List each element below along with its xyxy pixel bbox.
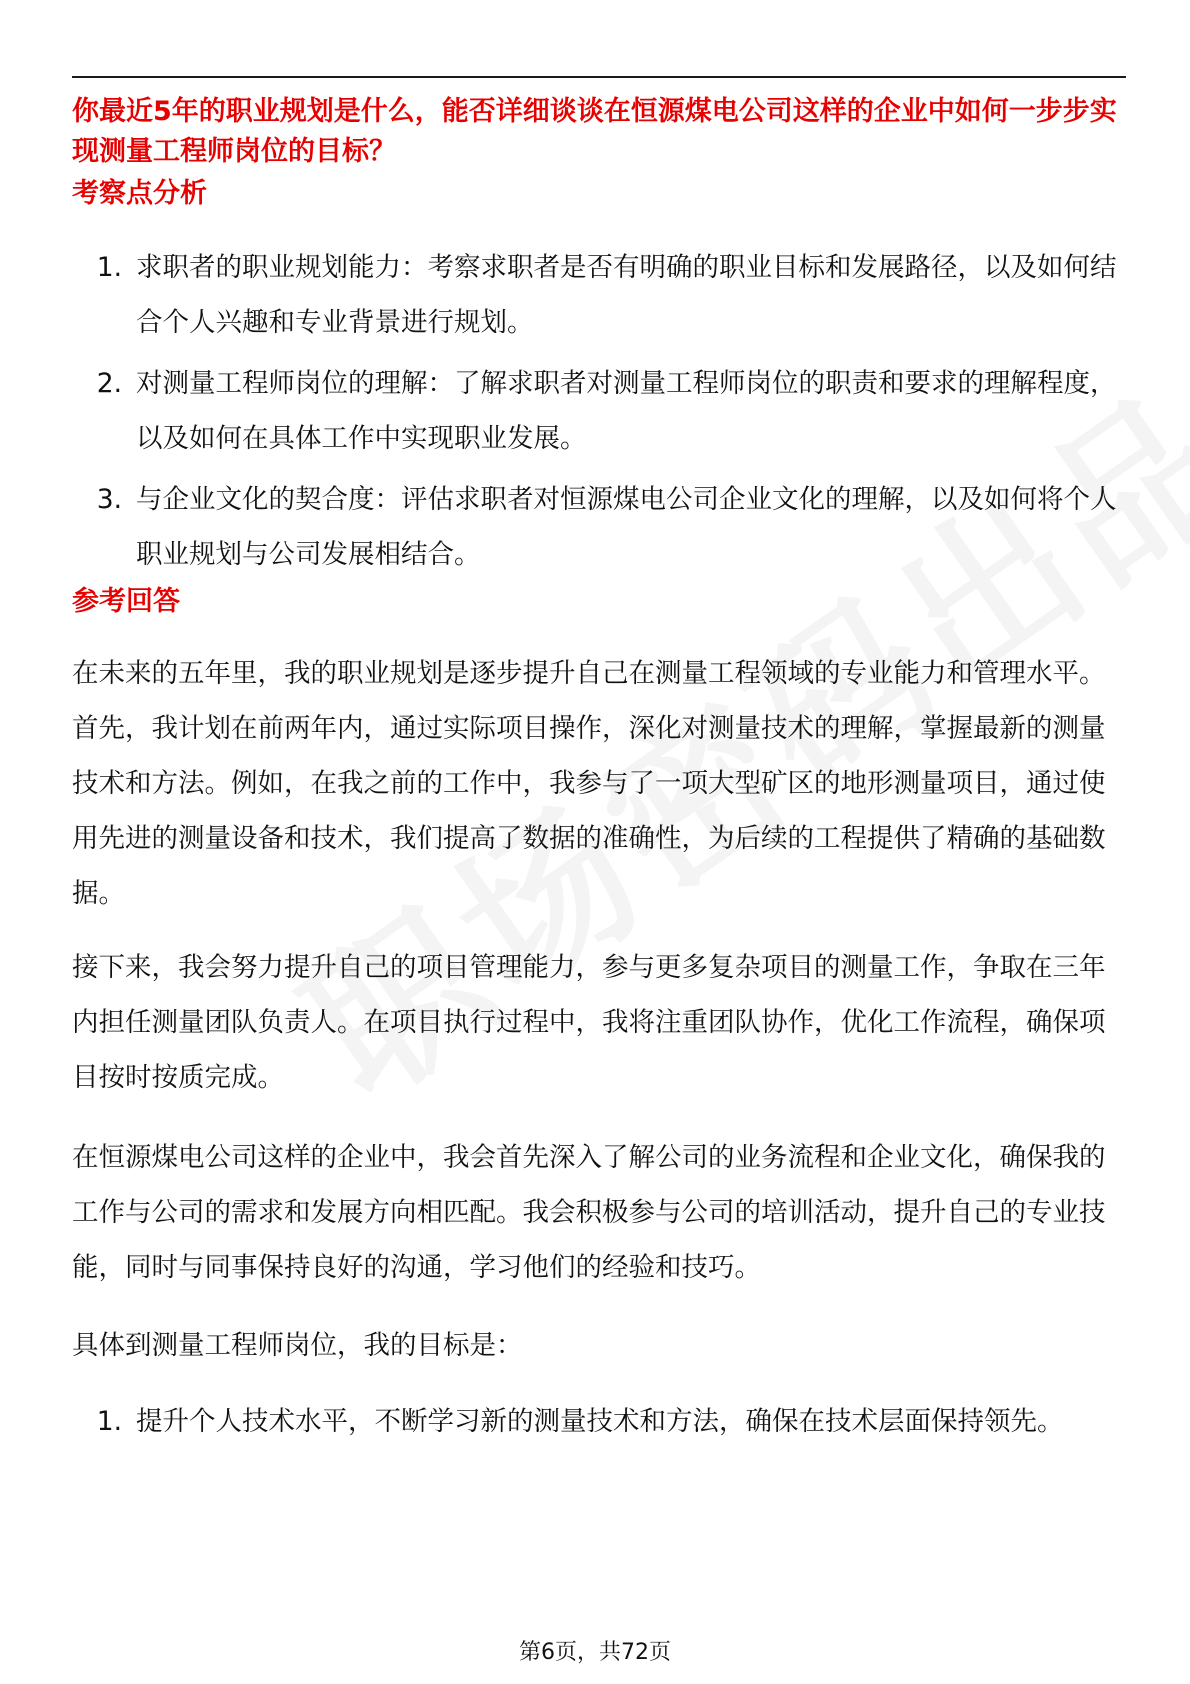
list-number: 1.	[96, 252, 122, 283]
analysis-list	[72, 240, 1126, 588]
answer-paragraph: 在恒源煤电公司这样的企业中，我会首先深入了解公司的业务流程和企业文化，确保我的工作与公司的需求和发展方向相匹配。我会积极参与公司的培训活动，提升自己的专业技能，同时与同事保持良好的沟通，学习他们的经验和技巧。	[72, 1142, 1106, 1283]
list-item	[72, 472, 1126, 582]
list-number: 3.	[96, 484, 122, 515]
question-heading: 你最近5年的职业规划是什么，能否详细谈谈在恒源煤电公司这样的企业中如何一步步实现测量工程师岗位的目标？	[72, 96, 1117, 167]
answer-paragraph: 接下来，我会努力提升自己的项目管理能力，参与更多复杂项目的测量工作，争取在三年内担任测量团队负责人。在项目执行过程中，我将注重团队协作，优化工作流程，确保项目按时按质完成。	[72, 952, 1106, 1093]
list-text: 对测量工程师岗位的理解：了解求职者对测量工程师岗位的职责和要求的理解程度，以及如何在具体工作中实现职业发展。	[136, 368, 1117, 454]
list-text: 与企业文化的契合度：评估求职者对恒源煤电公司企业文化的理解，以及如何将个人职业规划与公司发展相结合。	[136, 484, 1117, 570]
analysis-title: 考察点分析	[72, 178, 207, 209]
answer-title: 参考回答	[72, 586, 180, 617]
list-item	[72, 356, 1126, 466]
header-rule	[72, 76, 1126, 78]
list-number: 2.	[96, 368, 122, 399]
list-number: 1.	[96, 1406, 122, 1437]
answer-paragraph: 具体到测量工程师岗位，我的目标是：	[72, 1330, 523, 1361]
list-text: 提升个人技术水平，不断学习新的测量技术和方法，确保在技术层面保持领先。	[136, 1406, 1064, 1437]
answer-paragraph: 在未来的五年里，我的职业规划是逐步提升自己在测量工程领域的专业能力和管理水平。首先，我计划在前两年内，通过实际项目操作，深化对测量技术的理解，掌握最新的测量技术和方法。例如，在我之前的工作中，我参与了一项大型矿区的地形测量项目，通过使用先进的测量设备和技术，我们提高了数据的准确性，为后续的工程提供了精确的基础数据。	[72, 658, 1106, 909]
goals-list	[72, 1394, 1126, 1455]
page-footer: 第6页，共72页	[519, 1640, 671, 1665]
list-text: 求职者的职业规划能力：考察求职者是否有明确的职业目标和发展路径，以及如何结合个人兴趣和专业背景进行规划。	[136, 252, 1117, 338]
list-item	[72, 1394, 1126, 1449]
list-item	[72, 240, 1126, 350]
